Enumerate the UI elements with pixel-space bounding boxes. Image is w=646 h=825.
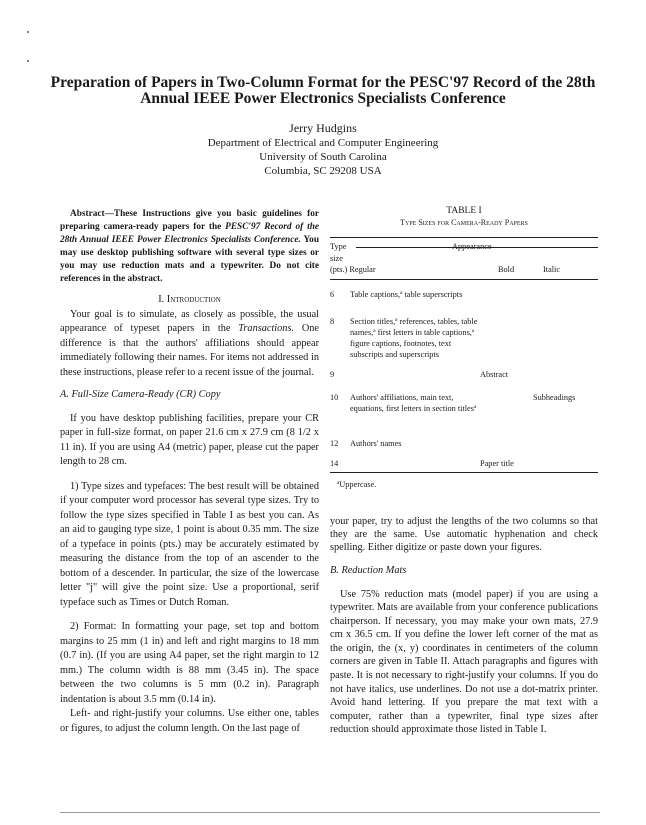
abstract: Abstract—These Instructions give you basic guidelines for preparing camera-ready papers for the PESC'97 Record of the 28th Annual IEEE Power Electronics Specialists Conference. You may use desktop publishing software with several type sizes or you may use reduction mats and a typewriter. Do not cite references in the abstract. [60,209,319,284]
paper-title [20,75,626,107]
title-line-2: Annual IEEE Power Electronics Specialists Conference [140,90,506,107]
table-header-cell: Italic [543,265,561,274]
scan-speck [27,60,29,62]
table-header-cell: (pts.) Regular [330,265,376,274]
table-cell: Authors' affiliations, main text, equations, first letters in section titlesª [350,393,477,413]
table-cell: 6 [330,290,335,299]
table-i [330,205,598,490]
table-row [330,316,598,369]
affiliation-line: Department of Electrical and Computer Engineering [207,137,439,149]
scan-speck [27,31,29,33]
intro-paragraph: Your goal is to simulate, as closely as possible, the usual appearance of typeset papers in the Transactions. One difference is that the authors' affiliations should appear immediately following their names. For items not addressed in these instructions, please refer to a recent issue of the journal. [60,308,319,378]
table-cell: 9 [330,370,335,379]
affiliation-line: University of South Carolina [259,151,387,163]
table-cell: Abstract [480,370,509,379]
table-header-row [330,264,598,277]
table-cell: Table captions,ª table superscripts [350,290,463,299]
table-row [330,392,598,438]
table-footnote: ªUppercase. [337,480,377,489]
table-rule [330,279,598,280]
table-row [330,438,598,458]
left-column [60,208,319,736]
body-paragraph: If you have desktop publishing facilities, prepare your CR paper in full-size format, on paper 21.6 cm x 27.9 cm (8 1/2 x 11 in). If you are using A4 (metric) paper, please cut the paper length to 28 cm. [60,412,319,467]
body-paragraph: Left- and right-justify your columns. Use either one, tables or figures, to adjust the column length. On the last page of [60,708,319,734]
body-paragraph: your paper, try to adjust the lengths of the two columns so that they are the same. Use automatic hyphenation and check spelling. Either digitize or paste down your figures. [330,516,598,553]
scan-edge-line [60,812,600,813]
body-paragraph: 2) Format: In formatting your page, set top and bottom margins to 25 mm (1 in) and left and right margins to 18 mm (0.7 in). (If you are using A4 paper, set the right margin to 12 mm.) The column width is 88 mm (3.45 in). The space between the two columns is 5 mm (0.2 in). Paragraph indentation is about 3.5 mm (0.14 in). [60,621,319,705]
table-row [330,369,598,392]
body-paragraph: 1) Type sizes and typefaces: The best result will be obtained if your computer word processor has several type sizes. Try to follow the type sizes specified in Table I as best you can. As an aid to gauging type size, 1 point is about 0.35 mm. The size of a typeface in points (pts.) may be accurately estimated by measuring the distance from the top of an ascender to the bottom of a descender. In particular, the size of the lowercase letter "j" will give the point size. Use a proportional, serif typeface such as Times or Dutch Roman. [60,480,319,608]
table-rule [330,472,598,473]
subsection-heading-a: A. Full-Size Camera-Ready (CR) Copy [60,389,221,400]
table-header-cell: size [330,254,343,263]
table-cell: 8 [330,317,335,326]
table-cell: 10 [330,393,339,402]
table-cell: Authors' names [350,439,402,448]
right-column [330,515,598,737]
table-row [330,458,598,472]
title-line-1: Preparation of Papers in Two-Column Format for the PESC'97 Record of the 28th [50,74,596,91]
table-header-cell: Bold [498,265,515,274]
affiliation-line: Columbia, SC 29208 USA [264,165,382,177]
table-cell: Paper title [480,459,514,468]
table-cell: Section titles,ª references, tables, table names,ª first letters in table captions,ª figure captions, footnotes, text subscripts and superscripts [350,317,478,359]
table-rule [330,237,598,238]
table-row [330,289,598,316]
table-cell: Subheadings [533,393,576,402]
author-name: Jerry Hudgins [289,121,357,135]
table-header-cell: Type [330,242,347,251]
author-affiliation [20,136,626,178]
subsection-heading-b: B. Reduction Mats [330,565,407,576]
section-heading-introduction: I. Introduction [158,294,221,305]
table-rule [356,247,598,248]
table-header-row [330,253,598,264]
table-cell: 12 [330,439,339,448]
body-paragraph: Use 75% reduction mats (model paper) if you are using a typewriter. Mats are available from your conference publications chairperson. If necessary, you may make your own mats, 27.9 cm x 36.5 cm. If you define the lower left corner of the mat as the origin, the (x, y) coordinates in centimeters of the column corners are given in Table II. Attach paragraphs and figures with paste. It is not necessary to right-justify your columns. If you do not have italics, use underlines. Do not use a dot-matrix printer. Avoid hand lettering. If you prepare the mat text with a computer, rather than a typewriter, final type sizes after reduction should approximate those listed in Table I. [330,588,598,736]
table-cell: 14 [330,459,339,468]
table-subcaption: Type Sizes for Camera-Ready Papers [400,218,528,227]
table-caption: TABLE I [446,206,482,216]
table-body [330,237,598,490]
